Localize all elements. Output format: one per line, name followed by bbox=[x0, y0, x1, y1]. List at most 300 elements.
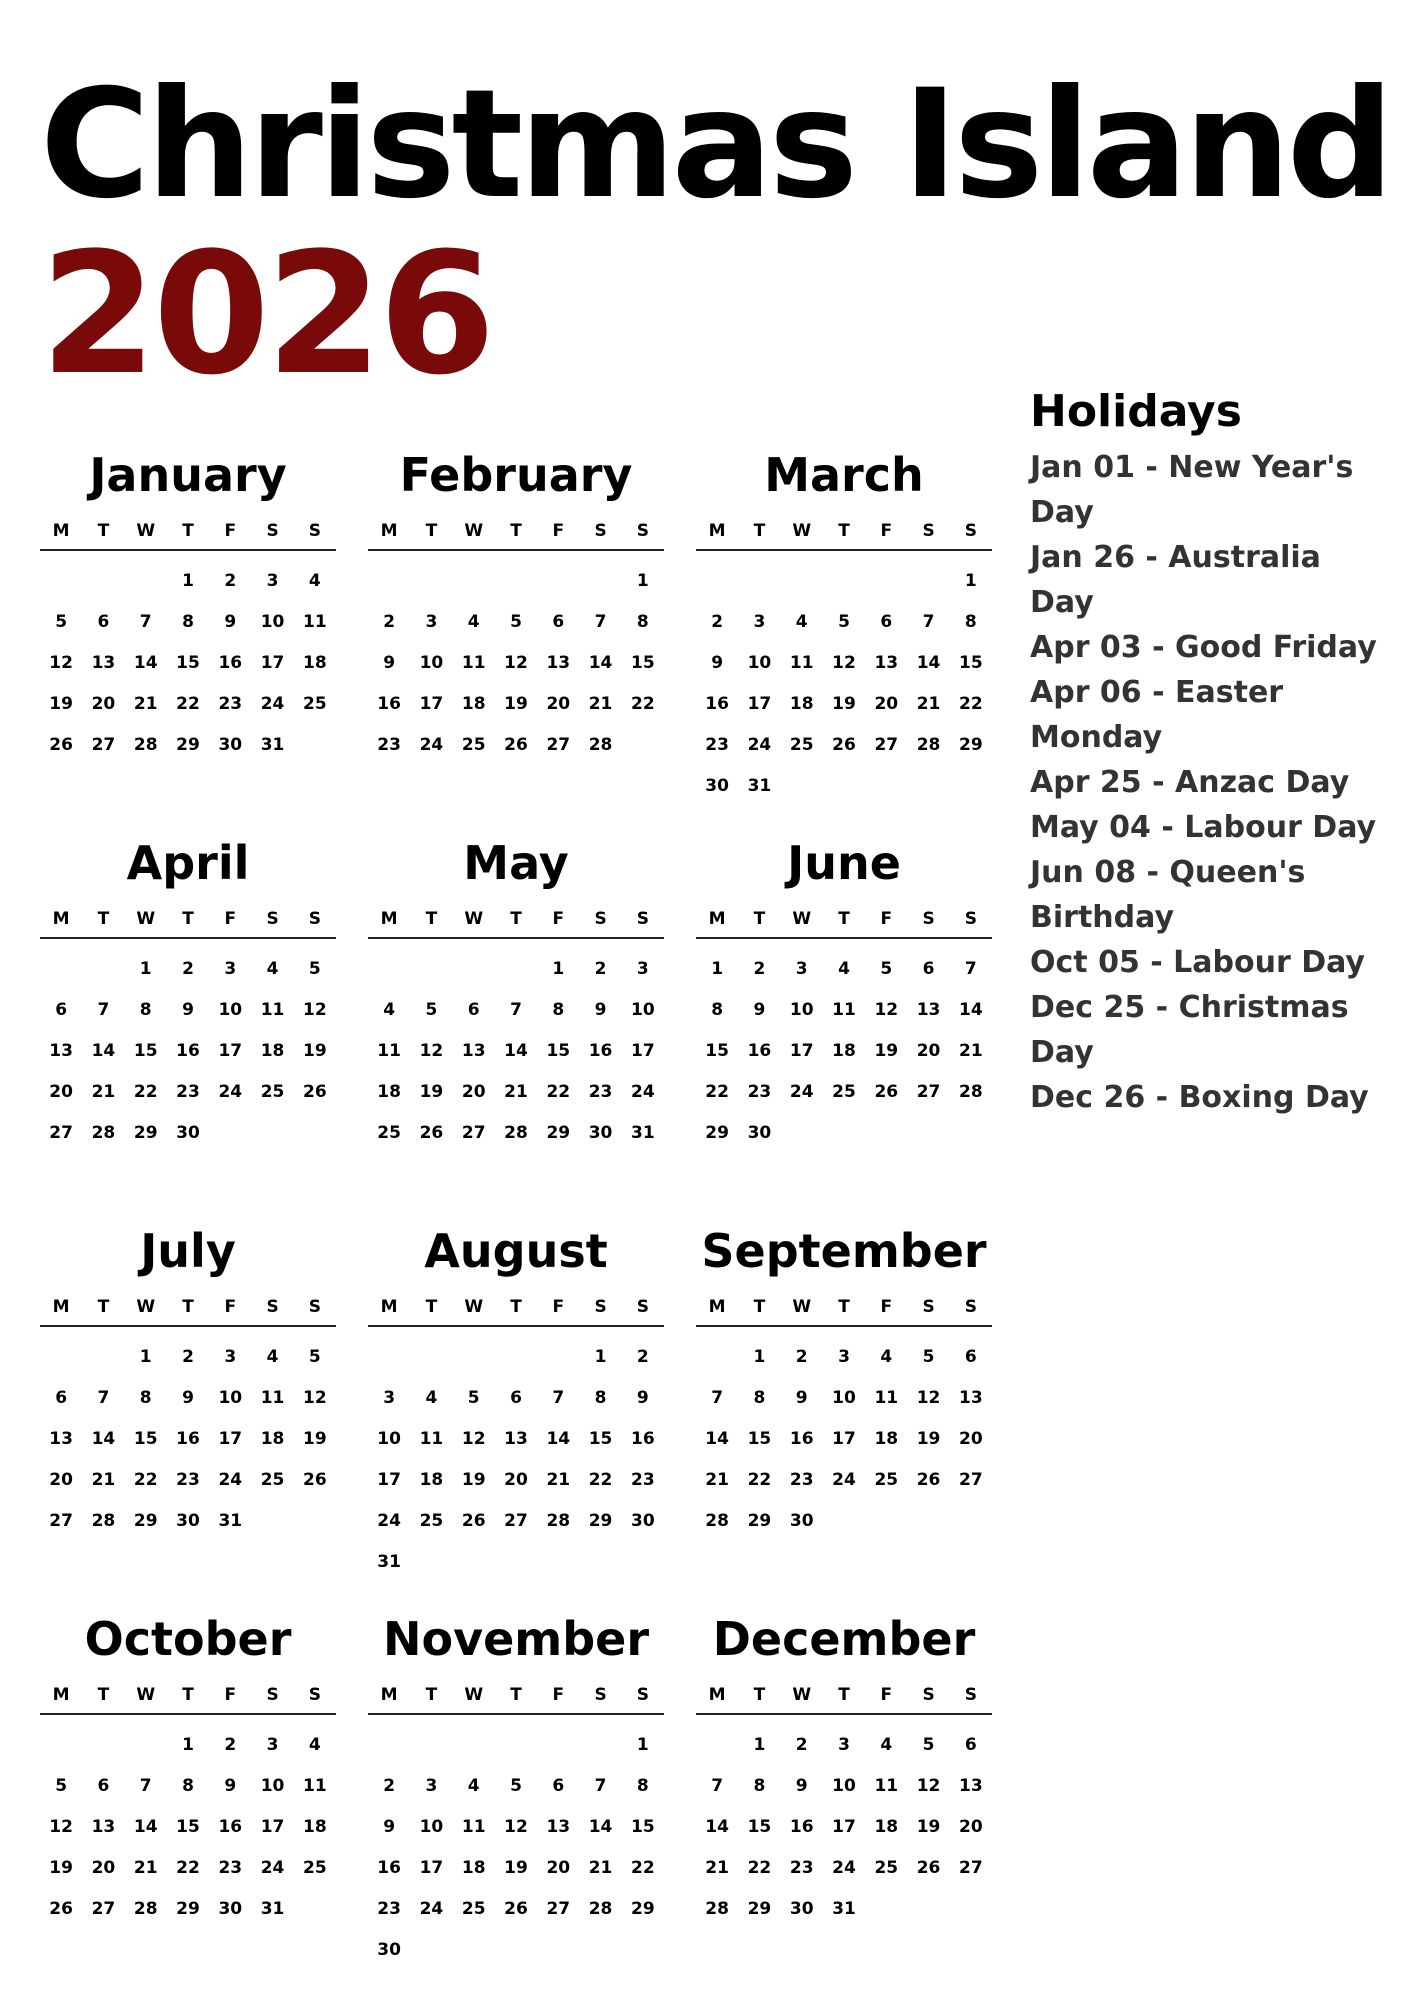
weekday-label: T bbox=[182, 521, 194, 541]
day-cell: 6 bbox=[97, 1776, 110, 1796]
day-cell: 21 bbox=[504, 1082, 528, 1102]
day-cell: 11 bbox=[874, 1776, 899, 1796]
day-cell: 6 bbox=[467, 1000, 480, 1020]
weekday-label: T bbox=[425, 1685, 438, 1705]
holiday-item: Jun 08 - Queen's Birthday bbox=[1030, 855, 1306, 935]
weekday-header bbox=[40, 521, 336, 551]
day-cell: 30 bbox=[705, 776, 729, 796]
day-cell: 3 bbox=[838, 1735, 850, 1755]
day-cell: 29 bbox=[176, 735, 200, 755]
day-cell: 4 bbox=[880, 1735, 893, 1755]
day-cell: 2 bbox=[224, 1735, 237, 1755]
day-cell: 27 bbox=[504, 1511, 528, 1531]
day-cell: 10 bbox=[218, 1000, 243, 1020]
day-cell: 4 bbox=[425, 1388, 438, 1408]
day-cell: 17 bbox=[260, 653, 285, 673]
day-cell: 5 bbox=[922, 1347, 935, 1367]
day-cell: 27 bbox=[959, 1858, 983, 1878]
day-cell: 15 bbox=[631, 1817, 655, 1837]
day-cell: 27 bbox=[49, 1123, 73, 1143]
holiday-item: Oct 05 - Labour Day bbox=[1030, 945, 1365, 980]
day-cell: 4 bbox=[795, 612, 808, 632]
empty-day bbox=[453, 1337, 495, 1378]
empty-day bbox=[82, 1337, 124, 1378]
day-cell: 19 bbox=[874, 1041, 899, 1061]
empty-day bbox=[82, 561, 124, 602]
weekday-label: W bbox=[136, 1297, 156, 1317]
weekday-label: S bbox=[636, 521, 649, 541]
weekday-label: T bbox=[182, 909, 194, 929]
day-grid bbox=[696, 551, 992, 807]
empty-day bbox=[410, 561, 452, 602]
day-cell: 20 bbox=[916, 1041, 941, 1061]
weekday-label: T bbox=[425, 521, 438, 541]
day-cell: 20 bbox=[49, 1082, 73, 1102]
day-cell: 10 bbox=[832, 1776, 856, 1796]
weekday-header bbox=[368, 909, 664, 939]
empty-day bbox=[40, 1337, 82, 1378]
day-cell: 18 bbox=[461, 1858, 486, 1878]
empty-day bbox=[579, 561, 621, 602]
day-cell: 23 bbox=[176, 1082, 200, 1102]
day-cell: 16 bbox=[789, 1429, 814, 1449]
weekday-label: T bbox=[510, 909, 522, 929]
day-cell: 7 bbox=[964, 959, 977, 979]
weekday-label: S bbox=[922, 1685, 935, 1705]
day-cell: 21 bbox=[91, 1470, 116, 1490]
day-cell: 6 bbox=[55, 1388, 68, 1408]
day-grid bbox=[40, 939, 336, 1154]
empty-day bbox=[82, 1725, 124, 1766]
day-cell: 13 bbox=[874, 653, 899, 673]
day-cell: 1 bbox=[636, 571, 649, 591]
weekday-label: T bbox=[182, 1685, 194, 1705]
day-cell: 4 bbox=[838, 959, 850, 979]
day-cell: 25 bbox=[303, 1858, 327, 1878]
day-cell: 1 bbox=[139, 1347, 152, 1367]
day-cell: 25 bbox=[789, 735, 814, 755]
day-cell: 7 bbox=[711, 1776, 724, 1796]
weekday-label: W bbox=[464, 909, 484, 929]
day-cell: 11 bbox=[789, 653, 814, 673]
day-cell: 28 bbox=[959, 1082, 983, 1102]
day-cell: 10 bbox=[260, 1776, 285, 1796]
day-cell: 18 bbox=[419, 1470, 444, 1490]
day-cell: 13 bbox=[504, 1429, 528, 1449]
month-august bbox=[368, 1221, 664, 1609]
day-cell: 30 bbox=[631, 1511, 655, 1531]
day-grid bbox=[368, 1327, 664, 1583]
day-cell: 7 bbox=[594, 1776, 607, 1796]
day-cell: 1 bbox=[753, 1347, 766, 1367]
day-cell: 27 bbox=[874, 735, 899, 755]
weekday-label: M bbox=[52, 521, 70, 541]
day-cell: 7 bbox=[510, 1000, 522, 1020]
day-cell: 22 bbox=[747, 1858, 772, 1878]
weekday-header bbox=[40, 1685, 336, 1715]
day-cell: 26 bbox=[49, 735, 73, 755]
day-cell: 3 bbox=[425, 1776, 438, 1796]
day-cell: 29 bbox=[588, 1511, 613, 1531]
empty-day bbox=[40, 1725, 82, 1766]
day-cell: 5 bbox=[838, 612, 850, 632]
weekday-label: S bbox=[266, 1297, 279, 1317]
day-cell: 6 bbox=[922, 959, 935, 979]
day-cell: 30 bbox=[588, 1123, 613, 1143]
day-cell: 16 bbox=[377, 694, 401, 714]
empty-day bbox=[495, 949, 537, 990]
weekday-label: F bbox=[224, 521, 237, 541]
weekday-label: S bbox=[636, 909, 649, 929]
day-cell: 15 bbox=[959, 653, 983, 673]
day-cell: 27 bbox=[461, 1123, 486, 1143]
day-cell: 19 bbox=[49, 1858, 73, 1878]
day-cell: 10 bbox=[260, 612, 285, 632]
day-cell: 9 bbox=[711, 653, 724, 673]
day-cell: 9 bbox=[182, 1388, 194, 1408]
day-cell: 23 bbox=[218, 694, 243, 714]
day-cell: 24 bbox=[832, 1858, 856, 1878]
weekday-label: W bbox=[792, 521, 812, 541]
day-cell: 9 bbox=[383, 653, 396, 673]
day-cell: 7 bbox=[711, 1388, 724, 1408]
day-cell: 21 bbox=[705, 1858, 729, 1878]
day-cell: 17 bbox=[832, 1429, 856, 1449]
weekday-label: S bbox=[964, 1297, 977, 1317]
weekday-header bbox=[40, 1297, 336, 1327]
day-cell: 22 bbox=[133, 1470, 158, 1490]
day-cell: 26 bbox=[874, 1082, 899, 1102]
day-cell: 26 bbox=[303, 1470, 327, 1490]
day-cell: 3 bbox=[838, 1347, 850, 1367]
day-cell: 1 bbox=[753, 1735, 766, 1755]
day-cell: 3 bbox=[795, 959, 808, 979]
day-cell: 1 bbox=[711, 959, 724, 979]
day-cell: 19 bbox=[504, 694, 528, 714]
weekday-header bbox=[696, 1685, 992, 1715]
weekday-label: W bbox=[792, 909, 812, 929]
day-cell: 11 bbox=[461, 1817, 486, 1837]
weekday-header bbox=[368, 1685, 664, 1715]
day-cell: 12 bbox=[303, 1000, 327, 1020]
day-cell: 27 bbox=[546, 735, 571, 755]
day-cell: 8 bbox=[182, 612, 194, 632]
day-cell: 28 bbox=[588, 735, 613, 755]
weekday-label: W bbox=[792, 1297, 812, 1317]
weekday-label: M bbox=[380, 1685, 398, 1705]
weekday-label: M bbox=[52, 1685, 70, 1705]
holiday-item: May 04 - Labour Day bbox=[1030, 810, 1377, 845]
day-cell: 3 bbox=[266, 571, 279, 591]
day-cell: 18 bbox=[461, 694, 486, 714]
day-cell: 30 bbox=[377, 1940, 401, 1960]
day-cell: 11 bbox=[377, 1041, 401, 1061]
day-cell: 19 bbox=[303, 1041, 327, 1061]
day-cell: 3 bbox=[224, 959, 237, 979]
empty-day bbox=[453, 1725, 495, 1766]
weekday-label: M bbox=[708, 521, 726, 541]
month-may bbox=[368, 833, 664, 1221]
day-cell: 21 bbox=[959, 1041, 983, 1061]
holidays-panel bbox=[1030, 383, 1380, 1120]
weekday-label: T bbox=[510, 521, 522, 541]
day-cell: 2 bbox=[182, 1347, 194, 1367]
day-cell: 30 bbox=[218, 735, 243, 755]
day-cell: 14 bbox=[133, 653, 158, 673]
day-cell: 5 bbox=[55, 1776, 68, 1796]
day-cell: 17 bbox=[747, 694, 772, 714]
day-cell: 7 bbox=[594, 612, 607, 632]
day-cell: 10 bbox=[218, 1388, 243, 1408]
day-grid bbox=[368, 939, 664, 1154]
holiday-item: Dec 26 - Boxing Day bbox=[1030, 1080, 1369, 1115]
day-cell: 18 bbox=[303, 653, 327, 673]
day-cell: 8 bbox=[753, 1388, 766, 1408]
day-cell: 20 bbox=[504, 1470, 528, 1490]
day-cell: 8 bbox=[636, 612, 649, 632]
day-cell: 24 bbox=[832, 1470, 856, 1490]
month-name: July bbox=[140, 1224, 236, 1278]
day-cell: 5 bbox=[308, 1347, 321, 1367]
day-cell: 25 bbox=[260, 1470, 285, 1490]
day-cell: 26 bbox=[303, 1082, 327, 1102]
day-cell: 11 bbox=[419, 1429, 444, 1449]
day-cell: 23 bbox=[705, 735, 729, 755]
day-cell: 12 bbox=[461, 1429, 486, 1449]
weekday-label: S bbox=[594, 1297, 607, 1317]
day-cell: 27 bbox=[959, 1470, 983, 1490]
day-cell: 27 bbox=[49, 1511, 73, 1531]
day-cell: 29 bbox=[747, 1511, 772, 1531]
day-cell: 19 bbox=[461, 1470, 486, 1490]
day-cell: 10 bbox=[789, 1000, 814, 1020]
day-cell: 7 bbox=[139, 612, 152, 632]
day-cell: 13 bbox=[916, 1000, 941, 1020]
empty-day bbox=[781, 561, 823, 602]
day-cell: 3 bbox=[266, 1735, 279, 1755]
day-cell: 24 bbox=[631, 1082, 655, 1102]
day-cell: 16 bbox=[747, 1041, 772, 1061]
holiday-item: Apr 03 - Good Friday bbox=[1030, 630, 1377, 665]
day-cell: 5 bbox=[922, 1735, 935, 1755]
weekday-label: M bbox=[708, 1297, 726, 1317]
weekday-label: T bbox=[753, 1297, 766, 1317]
day-cell: 5 bbox=[308, 959, 321, 979]
weekday-label: T bbox=[753, 1685, 766, 1705]
weekday-label: W bbox=[136, 521, 156, 541]
empty-day bbox=[368, 561, 410, 602]
day-cell: 21 bbox=[133, 694, 158, 714]
day-cell: 23 bbox=[747, 1082, 772, 1102]
day-cell: 1 bbox=[594, 1347, 607, 1367]
day-cell: 19 bbox=[504, 1858, 528, 1878]
day-cell: 18 bbox=[832, 1041, 856, 1061]
day-cell: 24 bbox=[747, 735, 772, 755]
weekday-label: T bbox=[97, 909, 110, 929]
weekday-label: F bbox=[880, 909, 893, 929]
weekday-label: S bbox=[308, 909, 321, 929]
day-cell: 25 bbox=[874, 1858, 899, 1878]
day-cell: 26 bbox=[916, 1858, 941, 1878]
weekday-label: T bbox=[97, 1297, 110, 1317]
weekday-label: M bbox=[708, 1685, 726, 1705]
weekday-label: S bbox=[308, 1297, 321, 1317]
day-cell: 5 bbox=[55, 612, 68, 632]
day-cell: 26 bbox=[832, 735, 856, 755]
day-cell: 7 bbox=[97, 1000, 110, 1020]
day-cell: 16 bbox=[218, 653, 243, 673]
month-march bbox=[696, 445, 992, 833]
day-grid bbox=[368, 551, 664, 766]
weekday-label: S bbox=[922, 521, 935, 541]
day-cell: 23 bbox=[789, 1858, 814, 1878]
weekday-label: T bbox=[753, 521, 766, 541]
empty-day bbox=[453, 949, 495, 990]
day-cell: 13 bbox=[546, 1817, 571, 1837]
day-cell: 1 bbox=[182, 571, 194, 591]
weekday-label: S bbox=[308, 521, 321, 541]
day-cell: 31 bbox=[377, 1552, 401, 1572]
day-cell: 14 bbox=[588, 1817, 613, 1837]
day-cell: 4 bbox=[308, 1735, 321, 1755]
day-cell: 4 bbox=[308, 571, 321, 591]
day-cell: 10 bbox=[377, 1429, 401, 1449]
day-cell: 22 bbox=[176, 1858, 200, 1878]
day-cell: 18 bbox=[789, 694, 814, 714]
weekday-label: M bbox=[708, 909, 726, 929]
day-cell: 12 bbox=[832, 653, 856, 673]
calendar-year: 2026 bbox=[40, 216, 492, 412]
day-cell: 23 bbox=[789, 1470, 814, 1490]
day-cell: 22 bbox=[631, 694, 655, 714]
month-september bbox=[696, 1221, 992, 1609]
day-cell: 8 bbox=[711, 1000, 724, 1020]
day-cell: 26 bbox=[916, 1470, 941, 1490]
weekday-header bbox=[368, 1297, 664, 1327]
weekday-label: F bbox=[552, 521, 565, 541]
day-cell: 12 bbox=[916, 1388, 941, 1408]
day-cell: 18 bbox=[874, 1429, 899, 1449]
day-cell: 14 bbox=[546, 1429, 571, 1449]
weekday-label: W bbox=[792, 1685, 812, 1705]
weekday-label: W bbox=[136, 1685, 156, 1705]
day-cell: 30 bbox=[789, 1899, 814, 1919]
day-cell: 11 bbox=[874, 1388, 899, 1408]
day-cell: 23 bbox=[218, 1858, 243, 1878]
day-cell: 4 bbox=[880, 1347, 893, 1367]
day-cell: 5 bbox=[467, 1388, 480, 1408]
day-cell: 25 bbox=[874, 1470, 899, 1490]
day-cell: 9 bbox=[753, 1000, 766, 1020]
day-cell: 4 bbox=[383, 1000, 396, 1020]
day-cell: 14 bbox=[91, 1429, 116, 1449]
day-cell: 15 bbox=[631, 653, 655, 673]
day-cell: 12 bbox=[504, 653, 528, 673]
day-cell: 21 bbox=[588, 1858, 613, 1878]
day-cell: 16 bbox=[176, 1041, 200, 1061]
day-cell: 15 bbox=[176, 1817, 200, 1837]
weekday-label: S bbox=[594, 1685, 607, 1705]
day-cell: 6 bbox=[880, 612, 893, 632]
empty-day bbox=[82, 949, 124, 990]
day-cell: 5 bbox=[425, 1000, 438, 1020]
day-cell: 12 bbox=[874, 1000, 899, 1020]
weekday-label: F bbox=[880, 521, 893, 541]
day-cell: 13 bbox=[91, 1817, 116, 1837]
empty-day bbox=[40, 561, 82, 602]
day-cell: 23 bbox=[631, 1470, 655, 1490]
day-cell: 29 bbox=[546, 1123, 571, 1143]
day-cell: 14 bbox=[133, 1817, 158, 1837]
day-cell: 16 bbox=[176, 1429, 200, 1449]
weekday-label: T bbox=[838, 521, 850, 541]
day-cell: 9 bbox=[636, 1388, 649, 1408]
day-cell: 31 bbox=[218, 1511, 243, 1531]
empty-day bbox=[537, 1725, 579, 1766]
weekday-label: M bbox=[380, 1297, 398, 1317]
day-cell: 17 bbox=[419, 1858, 444, 1878]
day-cell: 24 bbox=[218, 1470, 243, 1490]
day-cell: 19 bbox=[916, 1429, 941, 1449]
month-april bbox=[40, 833, 336, 1221]
weekday-header bbox=[40, 909, 336, 939]
day-cell: 21 bbox=[588, 694, 613, 714]
day-cell: 11 bbox=[303, 612, 327, 632]
month-name: June bbox=[787, 836, 901, 890]
day-cell: 15 bbox=[747, 1817, 772, 1837]
day-cell: 24 bbox=[789, 1082, 814, 1102]
month-july bbox=[40, 1221, 336, 1609]
day-cell: 20 bbox=[91, 1858, 116, 1878]
day-cell: 27 bbox=[546, 1899, 571, 1919]
day-cell: 11 bbox=[832, 1000, 856, 1020]
weekday-label: F bbox=[552, 1297, 565, 1317]
day-cell: 20 bbox=[546, 1858, 571, 1878]
day-cell: 17 bbox=[789, 1041, 814, 1061]
day-cell: 3 bbox=[753, 612, 766, 632]
day-cell: 17 bbox=[832, 1817, 856, 1837]
day-cell: 6 bbox=[964, 1735, 977, 1755]
day-cell: 13 bbox=[959, 1776, 983, 1796]
day-cell: 16 bbox=[588, 1041, 613, 1061]
empty-day bbox=[410, 1725, 452, 1766]
day-cell: 8 bbox=[182, 1776, 194, 1796]
day-grid bbox=[696, 1327, 992, 1542]
day-cell: 18 bbox=[303, 1817, 327, 1837]
day-cell: 29 bbox=[747, 1899, 772, 1919]
weekday-label: F bbox=[224, 1685, 237, 1705]
weekday-label: F bbox=[224, 1297, 237, 1317]
month-name: May bbox=[463, 836, 569, 890]
empty-day bbox=[410, 949, 452, 990]
day-cell: 22 bbox=[705, 1082, 729, 1102]
day-cell: 13 bbox=[91, 653, 116, 673]
day-cell: 28 bbox=[133, 735, 158, 755]
weekday-label: T bbox=[753, 909, 766, 929]
day-cell: 27 bbox=[91, 1899, 116, 1919]
day-cell: 26 bbox=[504, 1899, 528, 1919]
day-cell: 15 bbox=[133, 1041, 158, 1061]
day-cell: 16 bbox=[631, 1429, 655, 1449]
day-cell: 8 bbox=[139, 1388, 152, 1408]
day-cell: 29 bbox=[959, 735, 983, 755]
day-cell: 25 bbox=[461, 735, 486, 755]
day-cell: 30 bbox=[176, 1123, 200, 1143]
day-cell: 2 bbox=[182, 959, 194, 979]
day-cell: 2 bbox=[224, 571, 237, 591]
day-cell: 29 bbox=[133, 1511, 158, 1531]
day-cell: 3 bbox=[425, 612, 438, 632]
